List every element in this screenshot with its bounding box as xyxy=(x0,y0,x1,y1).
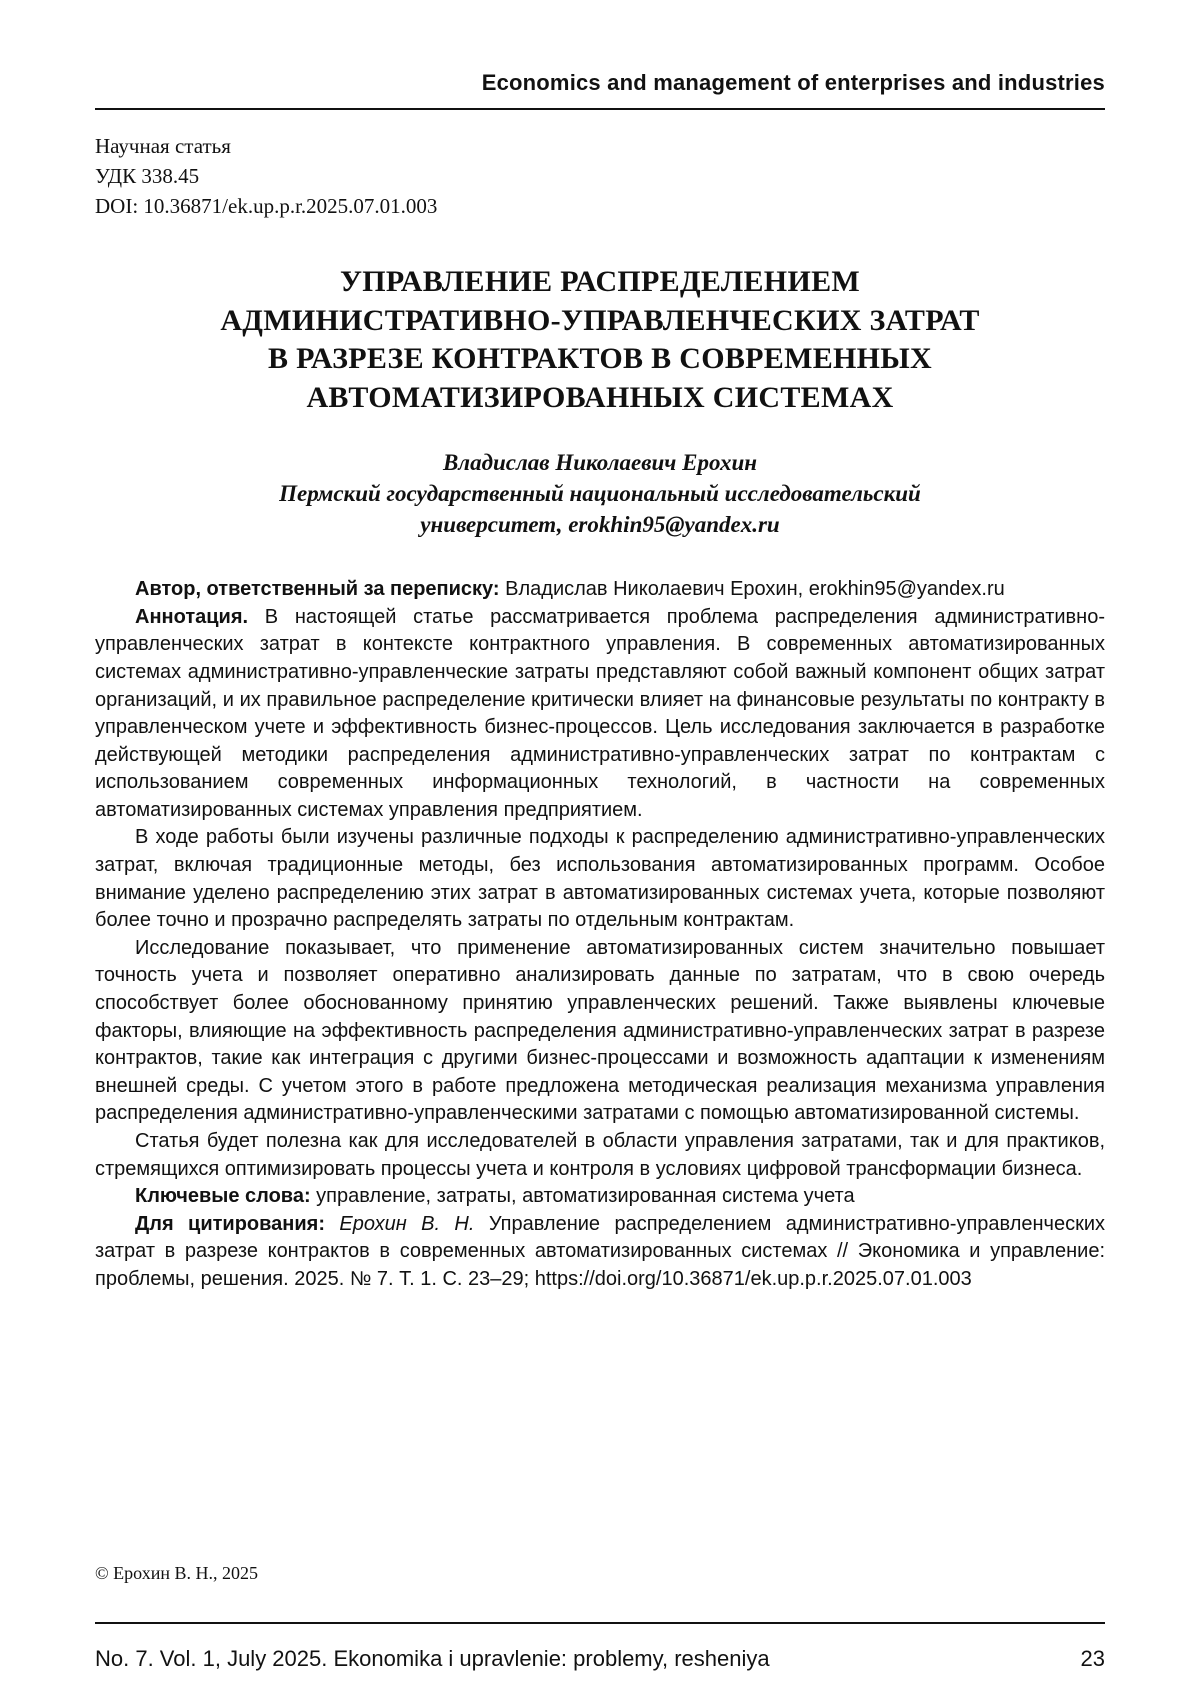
article-type: Научная статья xyxy=(95,134,231,158)
abstract-paragraph-2: В ходе работы были изучены различные подходы к распределению административно-управленческих затрат, включая традиционные методы, без использования автоматизированных программ. Особое внимание уделено распределению этих затрат в автоматизированных системах учета, которые позволяют более точно и прозрачно распределять затраты по отдельным контрактам. xyxy=(95,826,1105,932)
abstract-paragraph-1-text: В настоящей статье рассматривается проблема распределения административно-управленческих затрат в контексте контрактного управления. В современных автоматизированных системах административно-управленческие затраты представляют собой важный компонент общих затрат организаций, и их правильное распределение критически влияет на финансовые результаты по контракту в управленческом учете и эффективность бизнес-процессов. Цель исследования заключается в разработке действующей методики распределения административно-управленческих затрат по контрактам с использованием современных информационных технологий, в частности на современных автоматизированных системах управления предприятием. xyxy=(95,605,1105,821)
title-line-3: В РАЗРЕЗЕ КОНТРАКТОВ В СОВРЕМЕННЫХ xyxy=(267,342,933,376)
keywords-text: управление, затраты, автоматизированная система учета xyxy=(310,1185,855,1208)
citation-label: Для цитирования: xyxy=(135,1212,326,1235)
article-title xyxy=(95,263,1105,417)
whitespace-spacer xyxy=(95,1294,1105,1563)
citation-block xyxy=(95,1211,1105,1294)
abstract-label: Аннотация. xyxy=(135,605,249,628)
article-meta xyxy=(95,132,1105,221)
title-line-4: АВТОМАТИЗИРОВАННЫХ СИСТЕМАХ xyxy=(306,380,894,414)
correspondence-label: Автор, ответственный за переписку: xyxy=(135,578,500,601)
running-head: Economics and management of enterprises and industries xyxy=(481,70,1105,95)
author-name: Владислав Николаевич Ерохин xyxy=(442,450,758,475)
correspondence-line xyxy=(95,576,1105,604)
title-line-2: АДМИНИСТРАТИВНО-УПРАВЛЕНЧЕСКИХ ЗАТРАТ xyxy=(220,303,980,337)
author-block xyxy=(95,447,1105,540)
title-line-1: УПРАВЛЕНИЕ РАСПРЕДЕЛЕНИЕМ xyxy=(339,265,861,299)
page-footer xyxy=(95,1624,1105,1698)
keywords-label: Ключевые слова: xyxy=(135,1185,311,1208)
abstract-paragraph-1 xyxy=(95,604,1105,825)
keywords-line xyxy=(95,1183,1105,1211)
abstract-paragraph-4: Статья будет полезна как для исследователей в области управления затратами, так и для практиков, стремящихся оптимизировать процессы учета и контроля в условиях цифровой трансформации бизнеса. xyxy=(95,1130,1105,1180)
abstract-paragraph-3: Исследование показывает, что применение автоматизированных систем значительно повышает точность учета и позволяет оперативно анализировать данные по затратам, что в свою очередь способствует более обоснованному принятию управленческих решений. Также выявлены ключевые факторы, влияющие на эффективность распределения административно-управленческих затрат в разрезе контрактов, такие как интеграция с другими бизнес-процессами и возможность адаптации к изменениям внешней среды. С учетом этого в работе предложена методическая реализация механизма управления распределения административно-управленческими затратами с помощью автоматизированной системы. xyxy=(95,936,1105,1125)
copyright-line: © Ерохин В. Н., 2025 xyxy=(95,1563,258,1583)
doi-line: DOI: 10.36871/ek.up.p.r.2025.07.01.003 xyxy=(95,193,438,218)
header-rule xyxy=(95,108,1105,110)
citation-text: Управление распределением административно-управленческих затрат в разрезе контрактов в современных автоматизированных системах // Экономика и управление: проблемы, решения. 2025. № 7. Т. 1. С. 23–29; https://doi.org/10.36871/ek.up.p.r.2025.07.01.003 xyxy=(95,1212,1105,1290)
author-affiliation-line-1: Пермский государственный национальный исследовательский xyxy=(279,481,921,507)
author-affiliation-line-2: университет, erokhin95@yandex.ru xyxy=(420,512,780,538)
correspondence-text: Владислав Николаевич Ерохин, erokhin95@yandex.ru xyxy=(499,578,1005,601)
udk-number: УДК 338.45 xyxy=(95,163,200,188)
citation-author: Ерохин В. Н. xyxy=(325,1212,475,1235)
footer-page-number: 23 xyxy=(1080,1646,1105,1671)
footer-journal-line: No. 7. Vol. 1, July 2025. Ekonomika i upravlenie: problemy, resheniya xyxy=(95,1646,770,1671)
